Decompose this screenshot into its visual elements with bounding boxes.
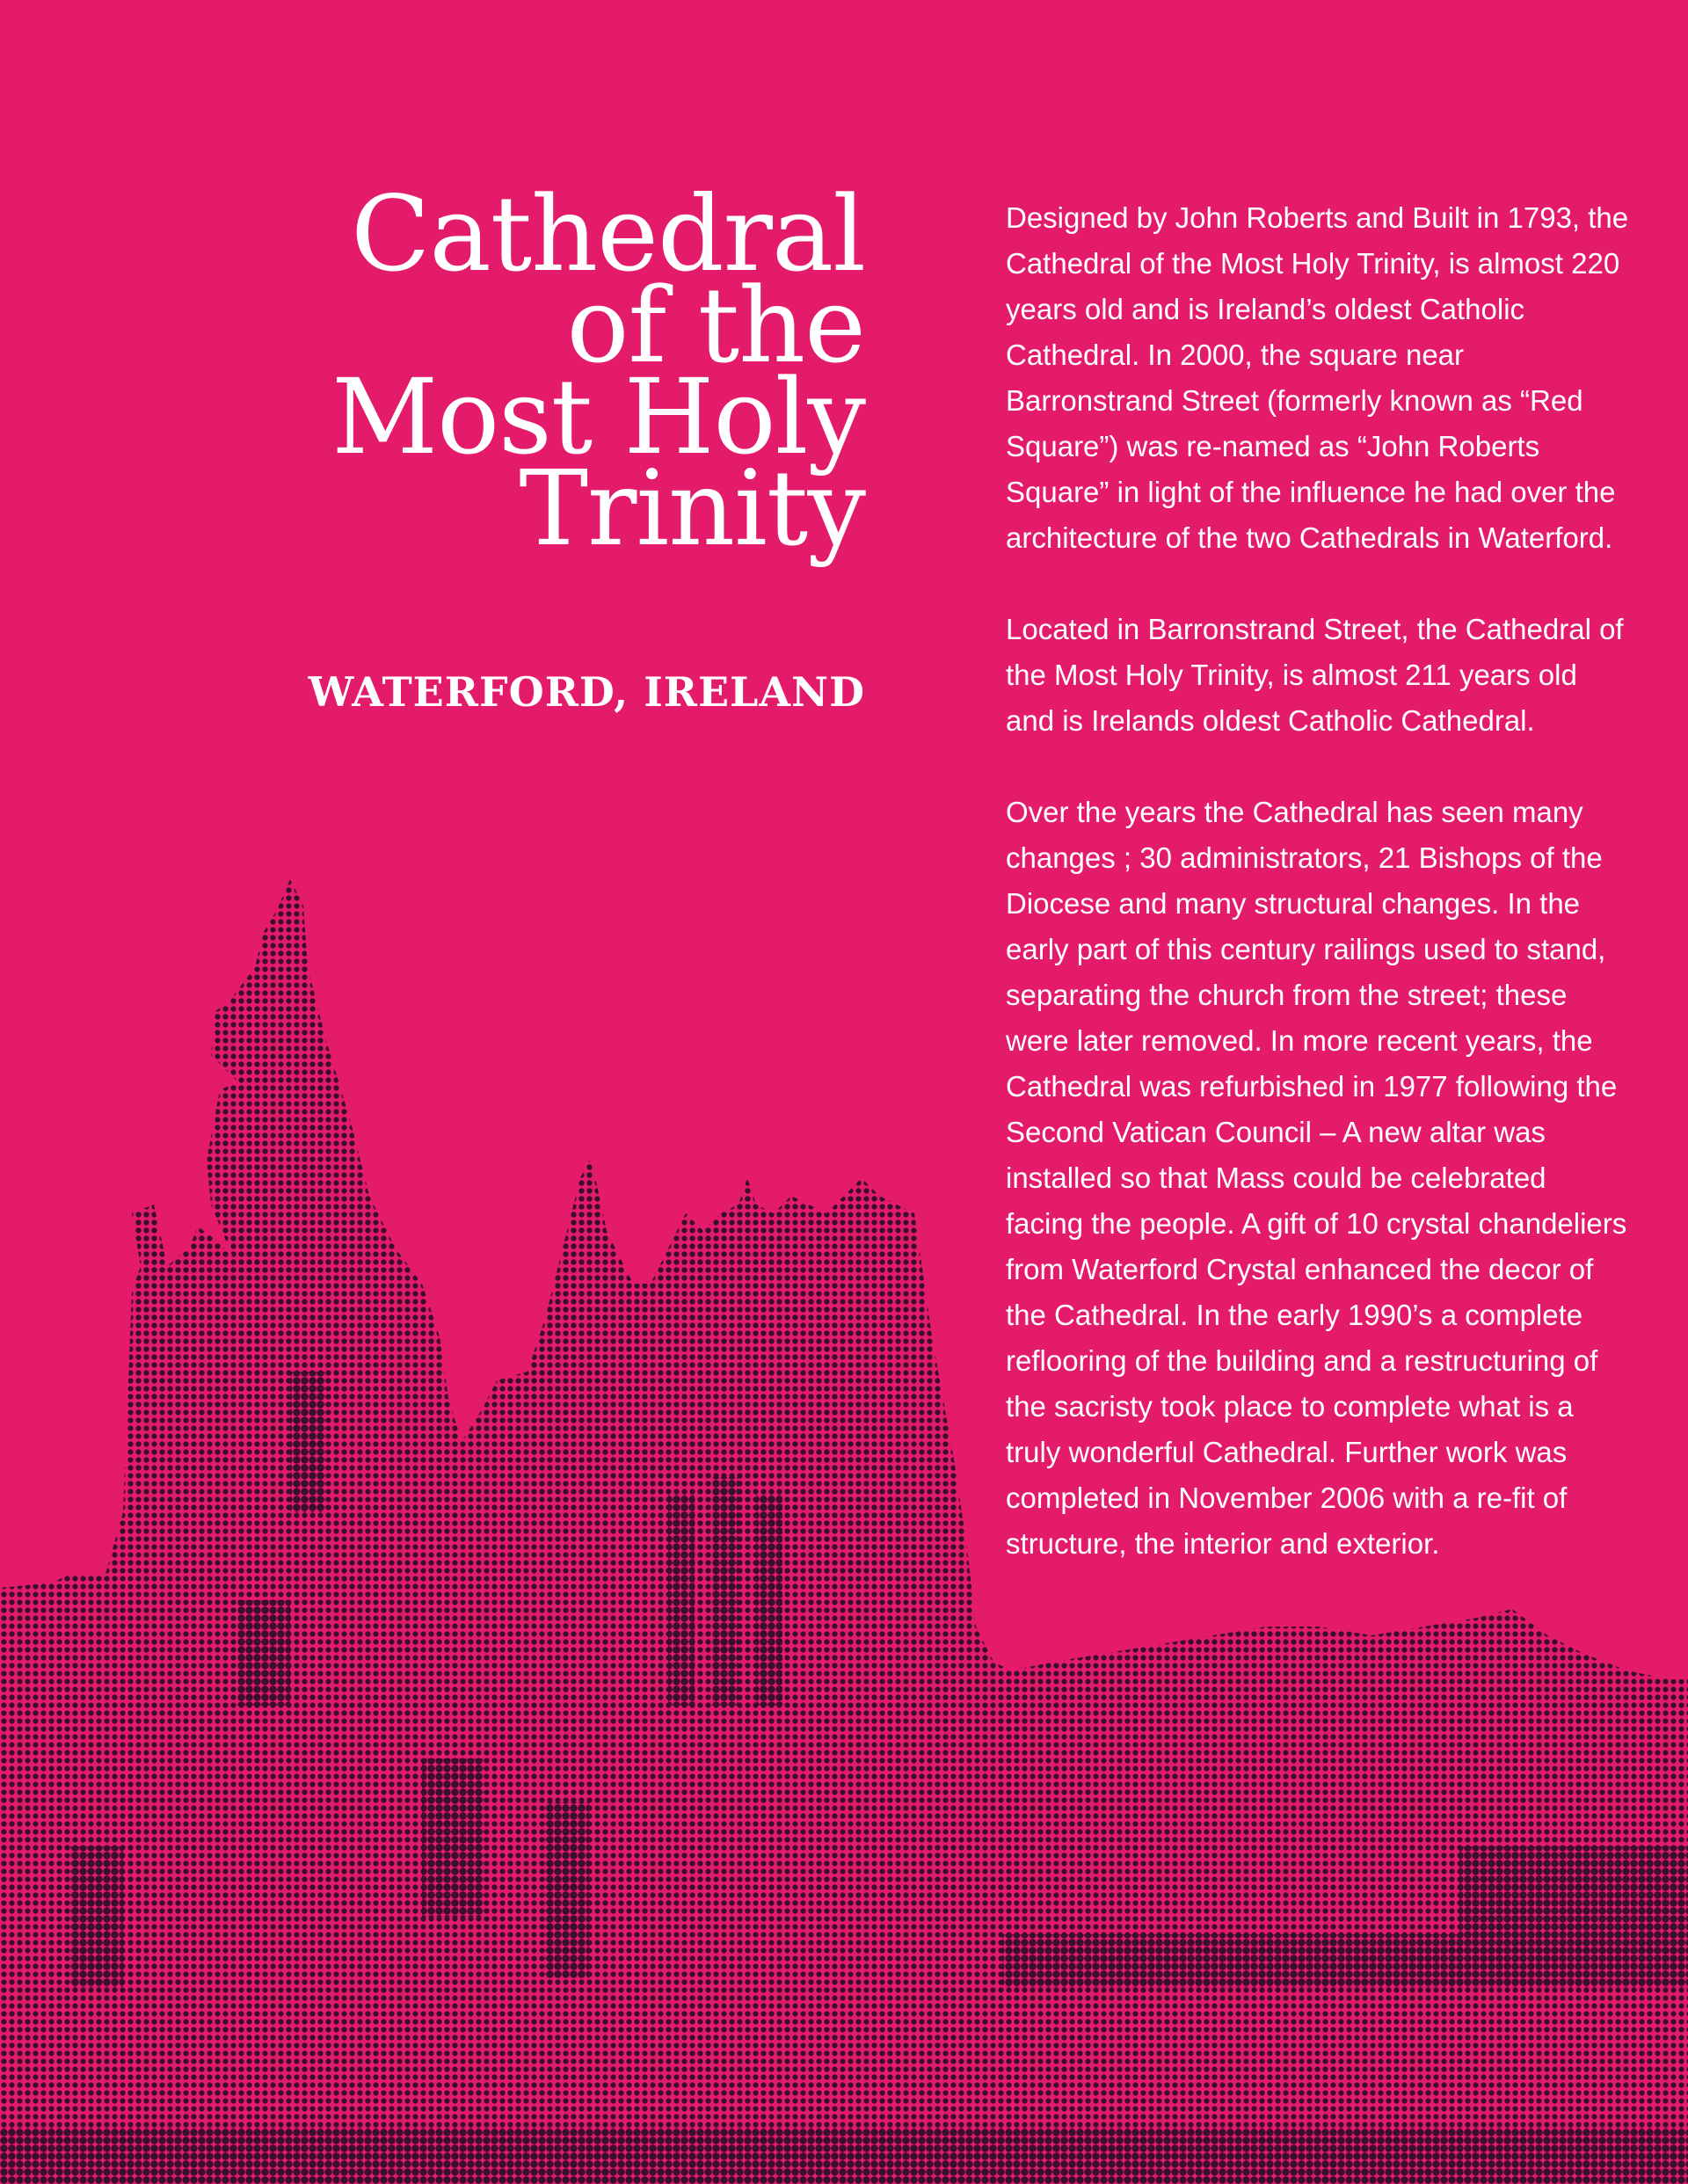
title-line: Cathedral (351, 173, 865, 295)
article-paragraph: Located in Barronstrand Street, the Cathedral of the Most Holy Trinity, is almost 211 years old and is Irelands oldest Catholic Cathedral. (1006, 613, 1624, 737)
title-line: Most Holy (331, 356, 865, 477)
location-subtitle: WATERFORD, IRELAND (308, 668, 865, 716)
article-body (1006, 195, 1630, 1567)
spire-center (528, 1161, 651, 1495)
article-paragraph: Over the years the Cathedral has seen many changes ; 30 administrators, 21 Bishops of the Diocese and many structural changes. In the early part of this century railings used to stand, separating the church from the street; these were later removed. In more recent years, the Cathedral was refurbished in 1977 following the Second Vatican Council – A new altar was installed so that Mass could be celebrated facing the people. A gift of 10 crystal chandeliers from Waterford Crystal enhanced the decor of the Cathedral. In the early 1990’s a complete reflooring of the building and a restructuring of the sacristy took place to complete what is a truly wonderful Cathedral. Further work was completed in November 2006 with a re-fit of structure, the interior and exterior. (1006, 796, 1627, 1560)
page-title (197, 173, 865, 569)
title-line: Trinity (519, 448, 865, 569)
title-line: of the (566, 265, 865, 386)
article-paragraph: Designed by John Roberts and Built in 1793, the Cathedral of the Most Holy Trinity, is almost 220 years old and is Ireland’s oldest Catholic Cathedral. In 2000, the square near Barronstrand Street (formerly known as “Red Square”) was re-named as “John Roberts Square” in light of the influence he had over the architecture of the two Cathedrals in Waterford. (1006, 201, 1629, 554)
